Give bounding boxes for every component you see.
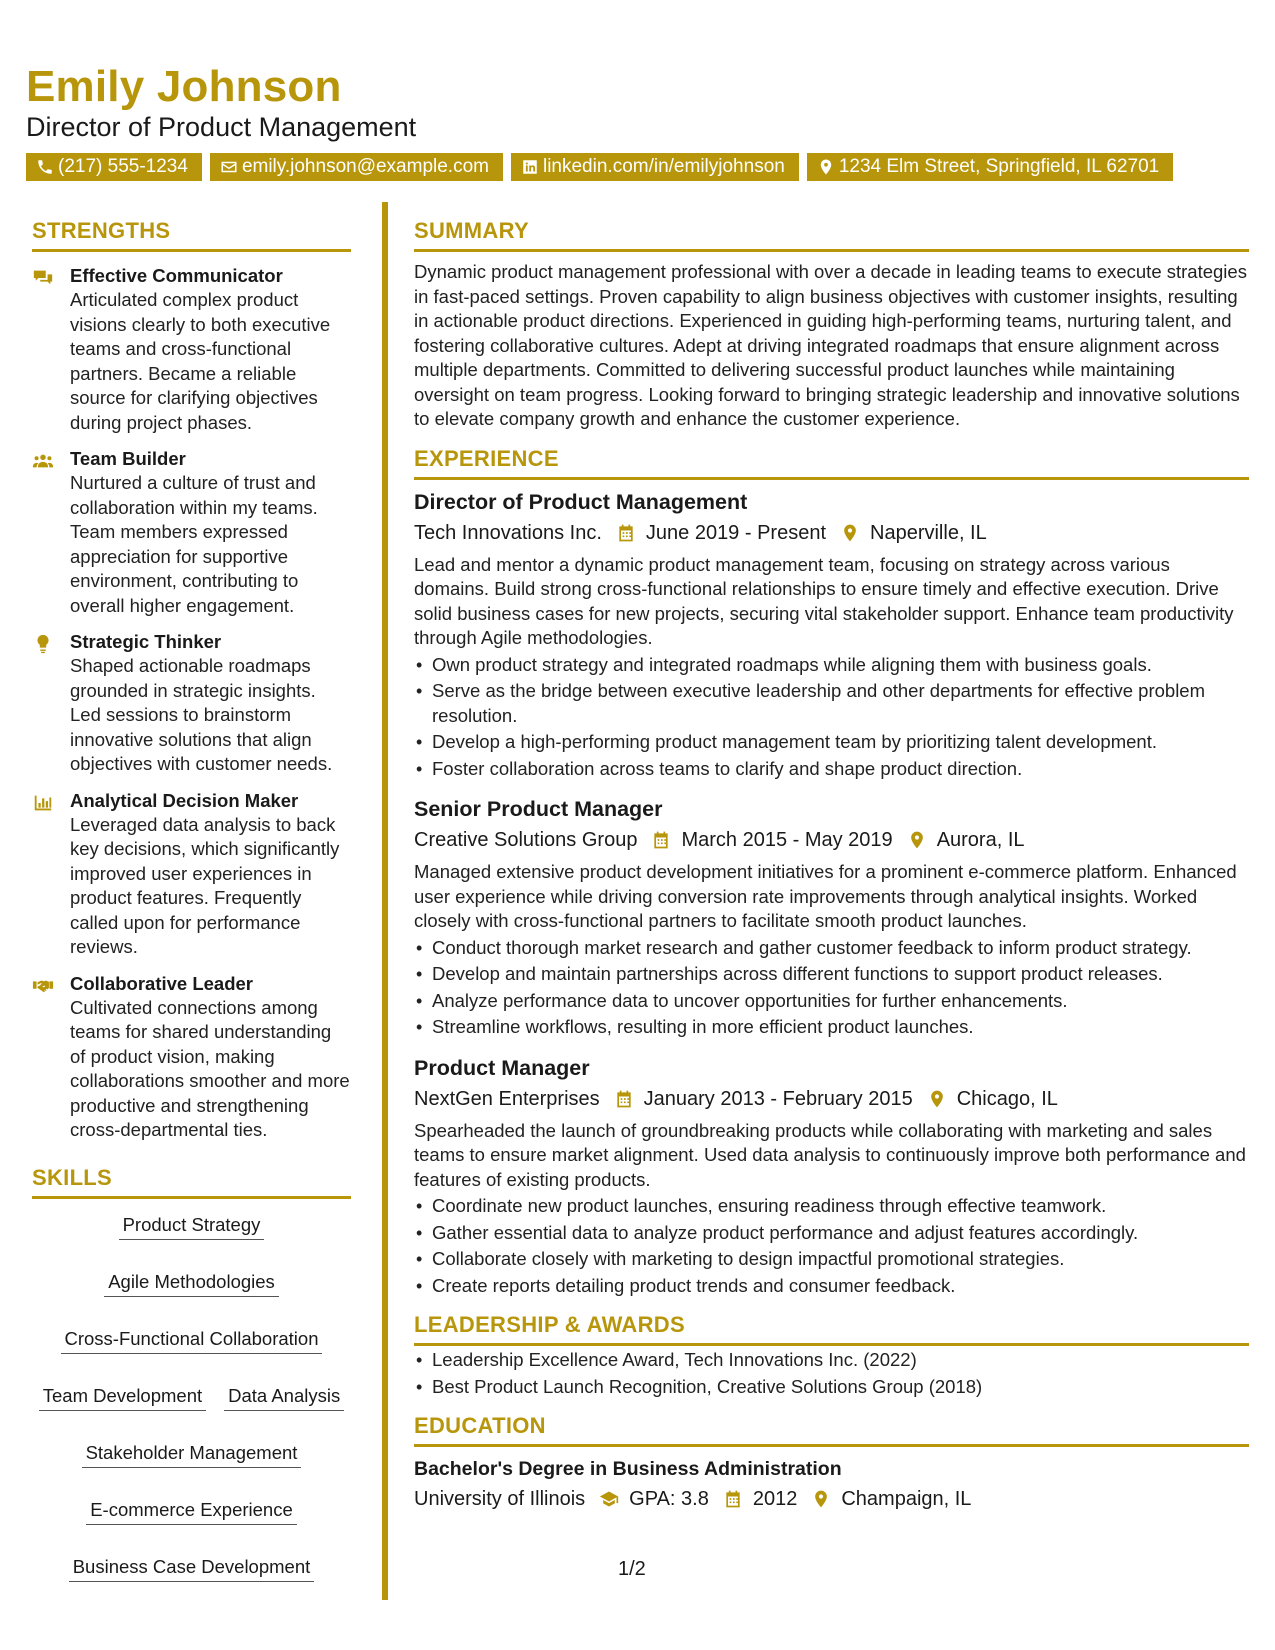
strength-item [32, 972, 351, 1143]
calendar-icon [723, 1489, 743, 1509]
skill-tag: Stakeholder Management [82, 1441, 302, 1468]
contact-phone[interactable] [26, 153, 202, 181]
map-marker-icon [840, 523, 860, 543]
job-role: Senior Product Manager [414, 797, 663, 821]
right-column [414, 218, 1249, 1514]
education-school: University of Illinois [414, 1488, 586, 1510]
strength-desc: Shaped actionable roadmaps grounded in strategic insights. Led sessions to brainstorm innovative solutions that align objectives with customer needs. [70, 655, 333, 774]
map-marker-icon [907, 830, 927, 850]
awards-list [414, 1348, 1249, 1399]
experience-heading: EXPERIENCE [414, 446, 1249, 480]
email-text: emily.johnson@example.com [241, 156, 489, 177]
strength-title: Team Builder [70, 448, 186, 469]
address-text: 1234 Elm Street, Springfield, IL 62701 [838, 156, 1160, 177]
strengths-heading: STRENGTHS [32, 218, 351, 252]
strength-title: Analytical Decision Maker [70, 789, 299, 811]
comments-icon [32, 267, 54, 289]
skill-tag: Cross-Functional Collaboration [61, 1327, 323, 1354]
bullet-item: • Develop and maintain partnerships across different functions to support product releases. [414, 962, 1249, 987]
award-item: • Leadership Excellence Award, Tech Innovations Inc. (2022) [414, 1348, 1249, 1373]
strength-desc: Articulated complex product visions clearly to both executive teams and cross-functional partners. Became a reliable source for clarifying objectives during project phases. [70, 289, 331, 433]
contact-linkedin[interactable] [511, 153, 799, 181]
education-degree: Bachelor's Degree in Business Administration [414, 1458, 842, 1480]
left-column [32, 218, 351, 1582]
job-company: Tech Innovations Inc. [414, 521, 602, 544]
calendar-icon [614, 1089, 634, 1109]
awards-heading: LEADERSHIP & AWARDS [414, 1312, 1249, 1346]
job-description: Spearheaded the launch of groundbreaking products while collaborating with marketing and sales teams to ensure market alignment. Used data analysis to continuously improve both performance and features of existing products. [414, 1119, 1246, 1190]
handshake-icon [32, 975, 54, 997]
summary-heading: SUMMARY [414, 218, 1249, 252]
phone-icon [36, 158, 54, 176]
job-role: Director of Product Management [414, 489, 748, 514]
summary-text: Dynamic product management professional with over a decade in leading teams to execute strategies in fast-paced settings. Proven capability to align business objectives with customer insights, resulting in actionable product directions. Experienced in guiding high-performing teams, nurturing talent, and fostering collaborative cultures. Adept at driving integrated roadmaps that ensure alignment across multiple departments. Committed to delivering successful product launches while maintaining oversight on team progress. Looking forward to bringing strategic leadership and innovative solutions to elevate company growth and enhance the customer experience. [414, 261, 1247, 429]
bullet-item: • Serve as the bridge between executive leadership and other departments for effective problem resolution. [414, 679, 1249, 728]
job-bullets [414, 653, 1249, 782]
contact-bar [26, 153, 1173, 181]
graduation-cap-icon [599, 1489, 619, 1509]
envelope-icon [220, 158, 238, 176]
strength-desc: Nurtured a culture of trust and collaboration within my teams. Team members expressed appreciation for supportive environment, contributing to overall higher engagement. [70, 472, 318, 616]
skills-list [32, 1213, 351, 1582]
skill-tag: Product Strategy [119, 1213, 265, 1240]
contact-address[interactable] [807, 153, 1173, 181]
strength-item [32, 447, 351, 618]
map-marker-icon [817, 158, 835, 176]
bullet-item: • Coordinate new product launches, ensuring readiness through effective teamwork. [414, 1194, 1249, 1219]
calendar-icon [616, 523, 636, 543]
bullet-item: • Streamline workflows, resulting in more efficient product launches. [414, 1015, 1249, 1040]
calendar-icon [651, 830, 671, 850]
award-item: • Best Product Launch Recognition, Creative Solutions Group (2018) [414, 1375, 1249, 1400]
strength-desc: Leveraged data analysis to back key decisions, which significantly improved user experiences in product features. Frequently called upon for performance reviews. [70, 813, 340, 957]
strength-item [32, 630, 351, 777]
education-meta [414, 1484, 1249, 1514]
skill-tag: E-commerce Experience [86, 1498, 297, 1525]
bullet-item: • Conduct thorough market research and gather customer feedback to inform product strategy. [414, 936, 1249, 961]
skill-tag: Data Analysis [224, 1384, 344, 1411]
bullet-item: • Gather essential data to analyze product performance and adjust features accordingly. [414, 1221, 1249, 1246]
skills-heading: SKILLS [32, 1165, 351, 1199]
chart-bar-icon [32, 792, 54, 814]
job-meta [414, 1084, 1249, 1114]
skill-tag: Team Development [39, 1384, 206, 1411]
job-entry [414, 488, 1249, 782]
linkedin-icon [521, 158, 539, 176]
strength-item [32, 264, 351, 435]
job-entry [414, 795, 1249, 1040]
education-year: 2012 [752, 1488, 798, 1510]
job-description: Managed extensive product development initiatives for a prominent e-commerce platform. Enhanced user experience while driving conversion rate improvements through analytical insights. Worked closely with cross-functional partners to facilitate smooth product launches. [414, 861, 1237, 931]
strength-desc: Cultivated connections among teams for shared understanding of product vision, making collaborations smoother and more productive and strengthening cross-departmental ties. [70, 996, 350, 1140]
job-meta [414, 518, 1249, 548]
job-location: Chicago, IL [956, 1087, 1058, 1110]
job-description: Lead and mentor a dynamic product management team, focusing on strategy across various domains. Build strong cross-functional relationships to ensure timely and effective execution. Drive solid business cases for new projects, securing vital stakeholder support. Enhance team productivity through Agile methodologies. [414, 553, 1234, 648]
skill-tag: Business Case Development [69, 1555, 315, 1582]
job-dates: March 2015 - May 2019 [681, 829, 893, 851]
column-divider [382, 202, 388, 1600]
strength-title: Strategic Thinker [70, 631, 222, 652]
skill-tag: Agile Methodologies [104, 1270, 279, 1297]
contact-email[interactable] [210, 153, 503, 181]
job-company: NextGen Enterprises [414, 1087, 600, 1110]
bullet-item: • Analyze performance data to uncover opportunities for further enhancements. [414, 989, 1249, 1014]
strength-title: Collaborative Leader [70, 972, 254, 994]
phone-text: (217) 555-1234 [58, 156, 188, 177]
bullet-item: • Own product strategy and integrated roadmaps while aligning them with business goals. [414, 653, 1249, 678]
map-marker-icon [927, 1089, 947, 1109]
education-location: Champaign, IL [841, 1488, 972, 1510]
job-meta [414, 825, 1249, 855]
strength-item [32, 789, 351, 960]
strength-title: Effective Communicator [70, 265, 283, 286]
job-bullets [414, 936, 1249, 1040]
linkedin-text: linkedin.com/in/emilyjohnson [542, 156, 785, 177]
job-dates: June 2019 - Present [645, 521, 827, 544]
lightbulb-icon [32, 633, 54, 655]
bullet-item: • Collaborate closely with marketing to design impactful promotional strategies. [414, 1247, 1249, 1272]
bullet-item: • Foster collaboration across teams to clarify and shape product direction. [414, 757, 1249, 782]
page-number: 1/2 [618, 1558, 646, 1580]
education-heading: EDUCATION [414, 1413, 1249, 1447]
job-role: Product Manager [414, 1055, 590, 1080]
candidate-name: Emily Johnson [26, 62, 342, 111]
job-location: Naperville, IL [870, 521, 987, 544]
bullet-item: • Create reports detailing product trends and consumer feedback. [414, 1274, 1249, 1299]
job-location: Aurora, IL [936, 829, 1025, 851]
job-company: Creative Solutions Group [414, 829, 638, 851]
map-marker-icon [811, 1489, 831, 1509]
candidate-title: Director of Product Management [26, 112, 417, 142]
users-icon [32, 450, 54, 472]
job-bullets [414, 1194, 1249, 1298]
bullet-item: • Develop a high-performing product management team by prioritizing talent development. [414, 730, 1249, 755]
job-entry [414, 1054, 1249, 1299]
job-dates: January 2013 - February 2015 [643, 1087, 913, 1110]
education-gpa: GPA: 3.8 [629, 1488, 709, 1510]
